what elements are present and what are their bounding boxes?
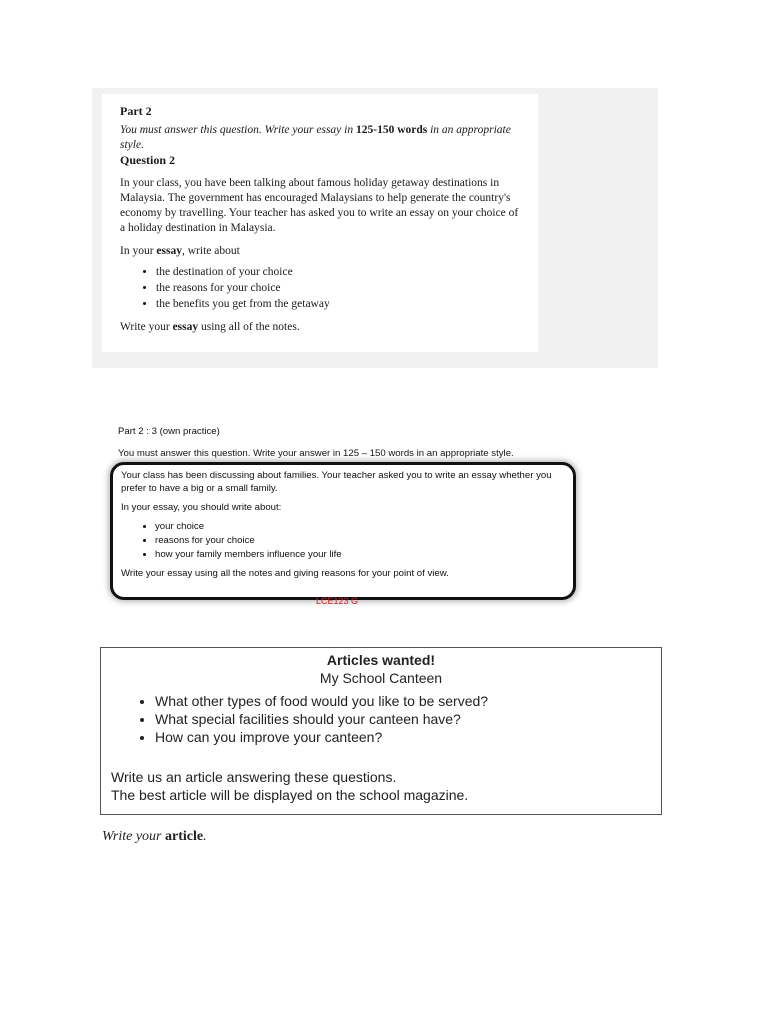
closing-start: Write your	[120, 321, 173, 333]
list-item: • your choice	[155, 520, 569, 533]
list-item: • the benefits you get from the getaway	[156, 297, 520, 312]
question-box	[110, 462, 576, 600]
question-paragraph: In your class, you have been talking about famous holiday getaway destinations in Malaysia. The government has encouraged Malaysians to help generate the country's economy by travelling. Your teacher has asked you to write an essay on your choice of a holiday destination in Malaysia.	[120, 177, 519, 234]
question-text	[120, 104, 520, 335]
closing-line	[120, 320, 520, 335]
prompt-end: , write about	[181, 245, 240, 257]
closing-line: Write your essay using all the notes and giving reasons for your point of view.	[121, 568, 449, 579]
write-instruction	[102, 829, 207, 845]
list-item: • What special facilities should your canteen have?	[155, 710, 488, 728]
instruction	[120, 123, 520, 153]
closing-end: using all of the notes.	[198, 321, 300, 333]
closing-bold: essay	[172, 321, 199, 333]
essay-prompt: In your essay, you should write about:	[121, 502, 282, 513]
list-item: • the destination of your choice	[156, 265, 520, 280]
list-item: • the reasons for your choice	[156, 281, 520, 296]
part-heading: Part 2	[120, 104, 152, 118]
cropped-red-text: LCE123 G	[316, 596, 359, 604]
footer-line: Write us an article answering these questions.	[111, 769, 397, 785]
essay-prompt	[120, 244, 520, 259]
list-item: • What other types of food would you like to be served?	[155, 692, 488, 710]
articles-wanted-box	[100, 647, 662, 815]
word-count: 125-150 words	[355, 124, 428, 136]
bullet-list	[121, 520, 569, 561]
list-item: • How can you improve your canteen?	[155, 728, 488, 746]
write-end: .	[203, 829, 207, 844]
question-image-2	[106, 420, 576, 606]
list-item: • reasons for your choice	[155, 534, 569, 547]
practice-instruction: You must answer this question. Write your answer in 125 – 150 words in an appropriate style.	[118, 448, 514, 459]
footer-line: The best article will be displayed on the school magazine.	[111, 787, 469, 803]
question-paragraph: Your class has been discussing about families. Your teacher asked you to write an essay whether you prefer to have a big or a small family.	[121, 470, 552, 494]
bullet-list	[129, 692, 488, 746]
write-start: Write your	[102, 829, 165, 844]
articles-title: Articles wanted!	[326, 652, 436, 668]
question-box-content	[121, 469, 569, 586]
question-paper	[102, 94, 538, 352]
list-item: • how your family members influence your life	[155, 548, 569, 561]
instruction-end: in an appropriate style.	[120, 124, 511, 151]
articles-footer	[111, 768, 468, 804]
question-image-1	[92, 88, 658, 368]
prompt-bold: essay	[156, 245, 182, 257]
prompt-start: In your	[120, 245, 157, 257]
practice-title: Part 2 : 3 (own practice)	[118, 426, 220, 437]
instruction-start: You must answer this question. Write your essay in	[120, 124, 356, 136]
articles-subtitle: My School Canteen	[319, 670, 443, 686]
question-heading: Question 2	[120, 153, 176, 167]
write-bold: article	[165, 829, 204, 844]
bullet-list	[120, 265, 520, 312]
